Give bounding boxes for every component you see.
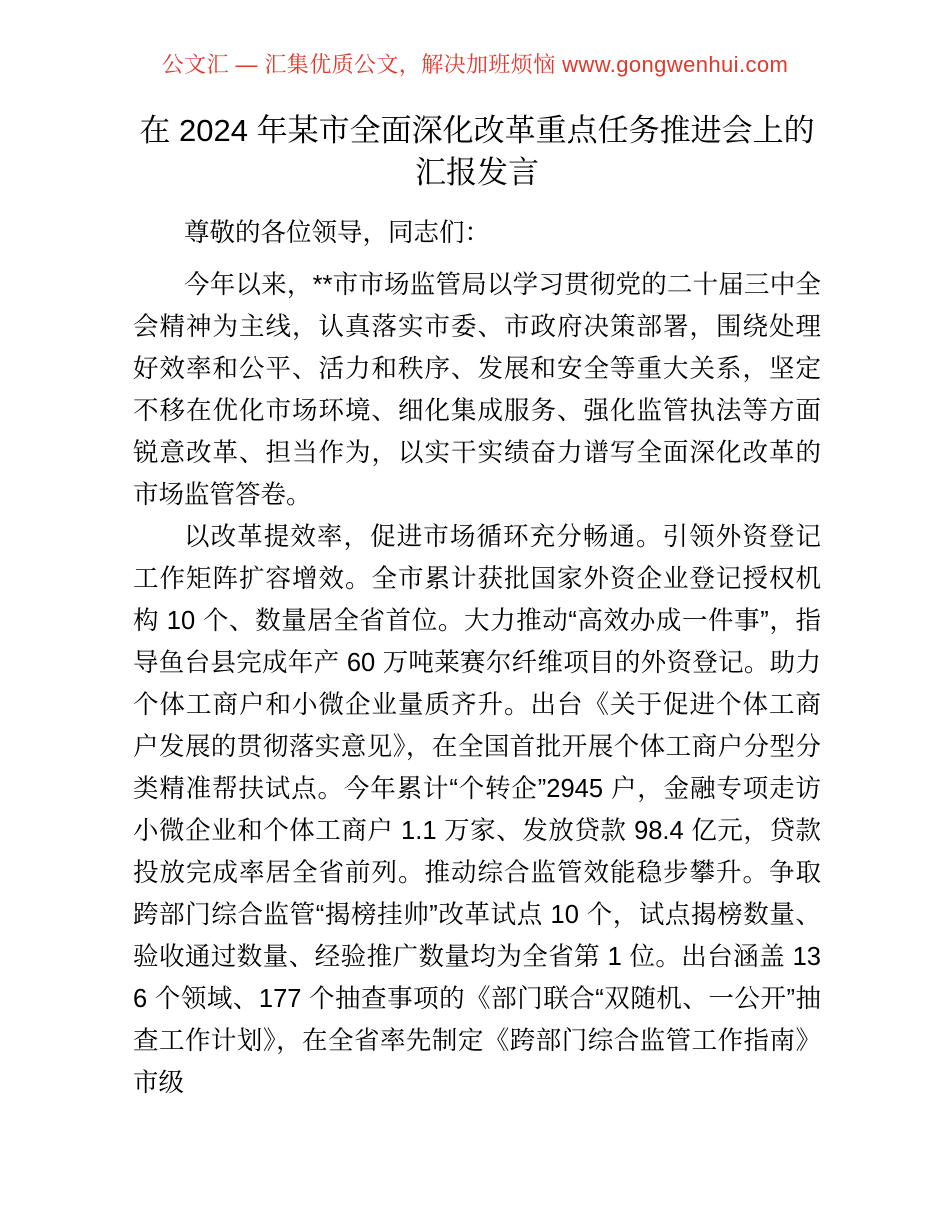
site-watermark-text: 公文汇 — 汇集优质公文，解决加班烦恼 www.gongwenhui.com	[161, 52, 789, 77]
document-body	[133, 110, 821, 1104]
site-watermark-header	[0, 52, 950, 78]
body-paragraph-1: 今年以来，**市市场监管局以学习贯彻党的二十届三中全会精神为主线，认真落实市委、市政府决策部署，围绕处理好效率和公平、活力和秩序、发展和安全等重大关系，坚定不移在优化市场环境、细化集成服务、强化监管执法等方面锐意改革、担当作为，以实干实绩奋力谱写全面深化改革的市场监管答卷。	[133, 271, 821, 509]
body-paragraph-2: 以改革提效率，促进市场循环充分畅通。引领外资登记工作矩阵扩容增效。全市累计获批国家外资企业登记授权机构 10 个、数量居全省首位。大力推动“高效办成一件事”，指导鱼台县完成年产 60 万吨莱赛尔纤维项目的外资登记。助力个体工商户和小微企业量质齐升。出台《关于促进个体工商户发展的贯彻落实意见》，在全国首批开展个体工商户分型分类精准帮扶试点。今年累计“个转企”2945 户，金融专项走访小微企业和个体工商户 1.1 万家、发放贷款 98.4 亿元，贷款投放完成率居全省前列。推动综合监管效能稳步攀升。争取跨部门综合监管“揭榜挂帅”改革试点 10 个，试点揭榜数量、验收通过数量、经验推广数量均为全省第 1 位。出台涵盖 136 个领域、177 个抽查事项的《部门联合“双随机、一公开”抽查工作计划》，在全省率先制定《跨部门综合监管工作指南》市级	[133, 523, 821, 1097]
page-title: 在 2024 年某市全面深化改革重点任务推进会上的汇报发言	[139, 113, 815, 190]
salutation-line: 尊敬的各位领导，同志们：	[184, 219, 491, 247]
